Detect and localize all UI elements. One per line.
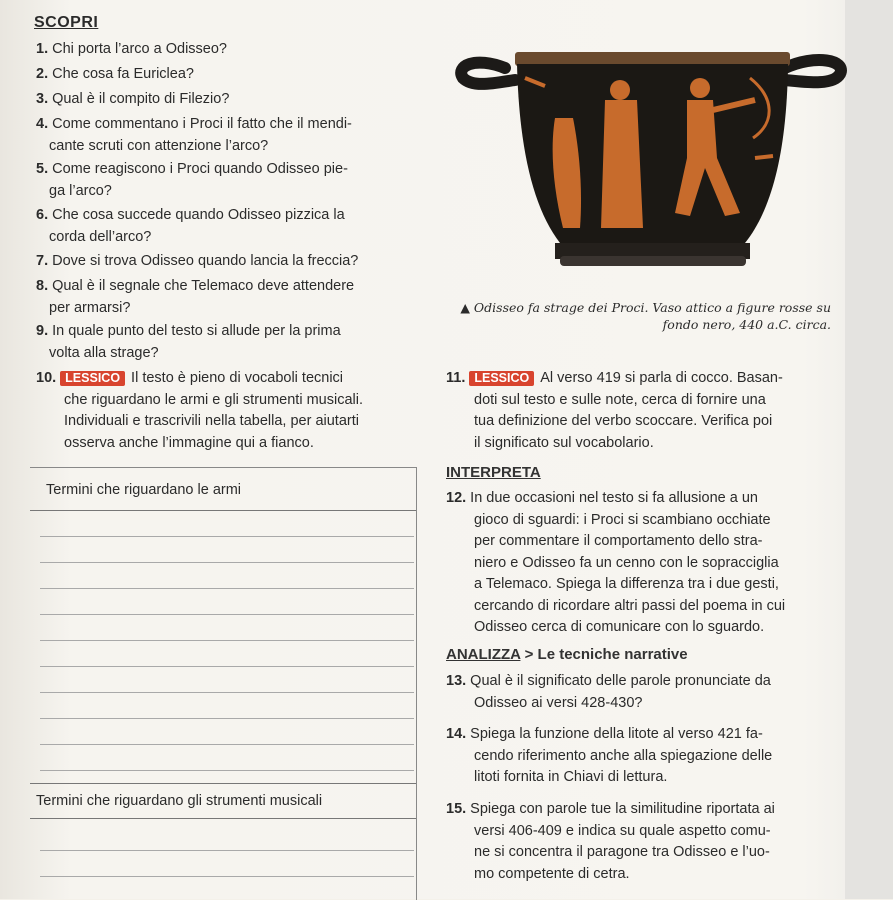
question-number: 14. (446, 726, 467, 742)
answer-line[interactable] (40, 850, 414, 851)
section-subtitle: > Le tecniche narrative (524, 646, 688, 663)
question-text: Spiega la funzione della litote al verso 421 fa- (470, 726, 763, 742)
question-12 (446, 488, 841, 639)
question-text: Individuali e trascrivili nella tabella, per aiutarti (64, 413, 359, 429)
question-number: 15. (446, 801, 467, 817)
question-3 (36, 88, 426, 110)
question-15 (446, 799, 841, 885)
table-header-arms: Termini che riguardano le armi (46, 482, 242, 498)
answer-line[interactable] (40, 640, 414, 641)
question-text: In quale punto del testo si allude per la prima (52, 323, 341, 339)
question-text: cercando di ricordare altri passi del poema in cui (474, 597, 786, 614)
question-text: Qual è il compito di Filezio? (52, 91, 230, 107)
question-number: 10. (36, 370, 57, 386)
question-2 (36, 63, 426, 85)
question-number: 8. (36, 278, 49, 294)
question-10 (36, 368, 421, 454)
question-text: Odisseo cerca di comunicare con lo sguardo. (474, 619, 765, 635)
question-13 (446, 671, 841, 714)
answer-line[interactable] (40, 744, 414, 745)
question-text: Dove si trova Odisseo quando lancia la freccia? (52, 253, 359, 269)
answer-line[interactable] (40, 588, 414, 589)
table-header-music: Termini che riguardano gli strumenti musicali (36, 793, 323, 809)
question-text: mo competente di cetra. (474, 865, 630, 882)
image-caption (456, 299, 831, 333)
question-text: In due occasioni nel testo si fa allusione a un (470, 490, 758, 506)
question-text: per commentare il comportamento dello stra- (474, 533, 763, 549)
question-1 (36, 38, 426, 60)
table-divider (30, 818, 416, 819)
question-text-continued: volta alla strage? (49, 345, 159, 361)
question-text: niero e Odisseo fa un cenno con le sopracciglia (474, 554, 779, 571)
question-text: tua definizione del verbo scoccare. Verifica poi (474, 413, 773, 429)
question-text: che riguardano le armi e gli strumenti musicali. (64, 391, 363, 408)
question-5 (36, 158, 426, 202)
question-4 (36, 113, 426, 157)
question-number: 5. (36, 161, 49, 177)
question-text: gioco di sguardi: i Proci si scambiano occhiate (474, 511, 771, 528)
question-text: ne si concentra il paragone tra Odisseo e l’uo- (474, 844, 770, 860)
question-text: doti sul testo e sulle note, cerca di fornire una (474, 391, 766, 408)
answer-line[interactable] (40, 718, 414, 719)
section-title-text: ANALIZZA (446, 646, 521, 663)
question-number: 11. (446, 370, 466, 386)
answer-line[interactable] (40, 536, 414, 537)
answer-line[interactable] (40, 614, 414, 615)
question-text: cendo riferimento anche alla spiegazione delle (474, 747, 773, 764)
question-text-continued: corda dell’arco? (49, 229, 152, 245)
question-8 (36, 275, 426, 319)
question-6 (36, 204, 426, 248)
question-7 (36, 250, 426, 272)
question-text: Spiega con parole tue la similitudine riportata ai (470, 801, 775, 817)
question-number: 3. (36, 91, 49, 107)
answer-line[interactable] (40, 770, 414, 771)
question-number: 6. (36, 207, 49, 223)
question-number: 4. (36, 116, 49, 132)
question-number: 9. (36, 323, 49, 339)
answer-line[interactable] (40, 666, 414, 667)
question-text: a Telemaco. Spiega la differenza tra i due gesti, (474, 576, 779, 592)
section-title-analizza (446, 646, 688, 663)
lessico-badge: LESSICO (469, 371, 534, 386)
section-title-text: INTERPRETA (446, 464, 541, 481)
lessico-badge: LESSICO (60, 371, 125, 386)
question-text: osserva anche l’immagine qui a fianco. (64, 434, 314, 451)
answer-line[interactable] (40, 692, 414, 693)
vocabulary-table (30, 467, 417, 900)
table-divider (30, 510, 416, 511)
red-figure-vase-image (455, 38, 850, 290)
question-text: litoti fornita in Chiavi di lettura. (474, 769, 668, 785)
page-edge (845, 0, 893, 899)
question-text: Che cosa succede quando Odisseo pizzica la (52, 207, 345, 223)
caption-line-2: fondo nero, 440 a.C. circa. (662, 317, 831, 332)
question-number: 2. (36, 66, 49, 82)
question-text: Al verso 419 si parla di cocco. Basan- (540, 370, 783, 386)
question-text: Qual è il segnale che Telemaco deve attendere (52, 278, 355, 294)
question-11 (446, 368, 841, 454)
question-text-continued: per armarsi? (49, 300, 131, 316)
question-text: Odisseo ai versi 428-430? (474, 694, 643, 711)
question-14 (446, 724, 841, 789)
section-title-interpreta (446, 464, 541, 481)
table-divider (30, 783, 416, 784)
question-text: Chi porta l’arco a Odisseo? (52, 41, 227, 57)
question-text: Come reagiscono i Proci quando Odisseo pie- (52, 161, 348, 177)
question-number: 12. (446, 490, 467, 506)
question-number: 13. (446, 673, 467, 689)
question-number: 7. (36, 253, 49, 269)
question-text: Che cosa fa Euriclea? (52, 66, 194, 82)
caption-line-1: ▲ Odisseo fa strage dei Proci. Vaso attico a figure rosse su (460, 300, 831, 315)
section-heading-scopri: SCOPRI (34, 14, 99, 31)
question-text-continued: ga l’arco? (49, 183, 112, 199)
question-number: 1. (36, 41, 49, 57)
question-text: il significato sul vocabolario. (474, 434, 654, 451)
answer-line[interactable] (40, 876, 414, 877)
question-9 (36, 320, 426, 364)
question-text-continued: cante scruti con attenzione l’arco? (49, 138, 269, 154)
question-text: versi 406-409 e indica su quale aspetto comu- (474, 822, 771, 839)
question-text: Come commentano i Proci il fatto che il mendi- (52, 116, 352, 132)
question-text: Il testo è pieno di vocaboli tecnici (131, 370, 344, 386)
question-text: Qual è il significato delle parole pronunciate da (470, 673, 771, 689)
answer-line[interactable] (40, 562, 414, 563)
